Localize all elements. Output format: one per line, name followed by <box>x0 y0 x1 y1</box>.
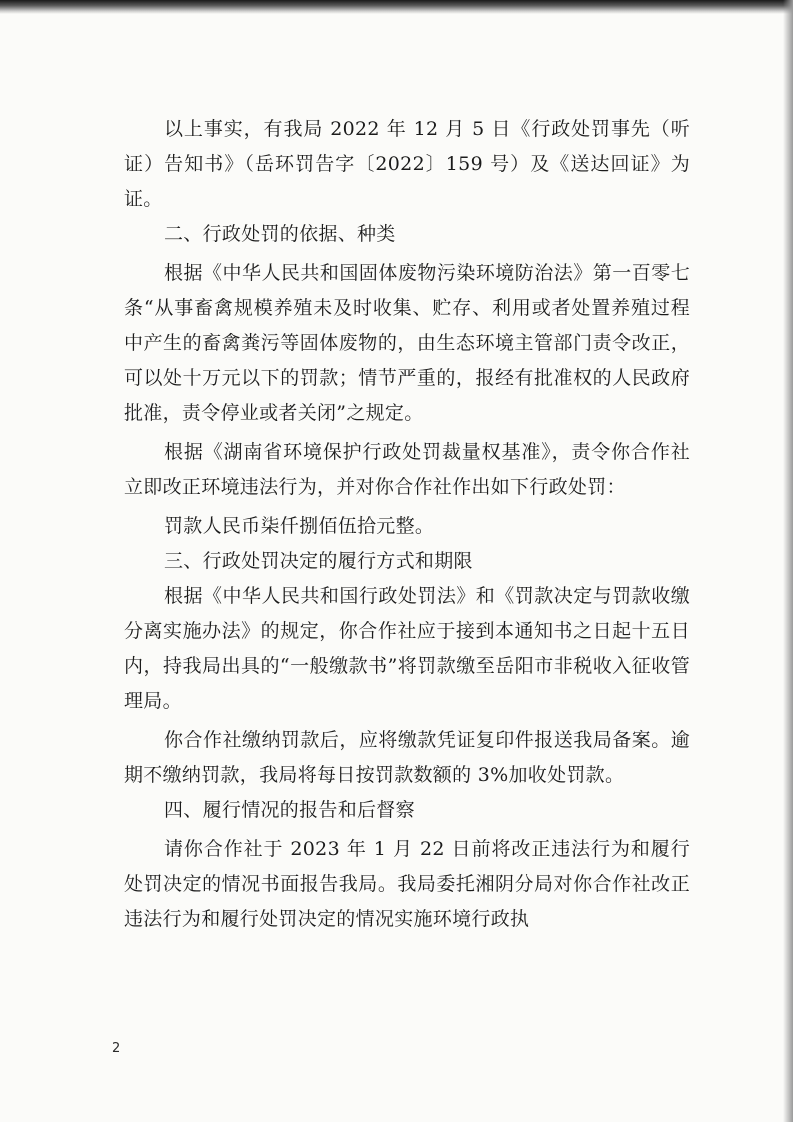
paragraph-late-penalty: 你合作社缴纳罚款后，应将缴款凭证复印件报送我局备案。逾期不缴纳罚款，我局将每日按罚款数额的 3%加收处罚款。 <box>124 729 690 786</box>
paragraph-report-deadline: 请你合作社于 2023 年 1 月 22 日前将改正违法行为和履行处罚决定的情况书面报告我局。我局委托湘阴分局对你合作社改正违法行为和履行处罚决定的情况实施环境行政执 <box>124 838 690 930</box>
paragraph-facts: 以上事实，有我局 2022 年 12 月 5 日《行政处罚事先（听证）告知书》（岳环罚告字〔2022〕159 号）及《送达回证》为证。 <box>124 118 690 210</box>
section-heading-payment: 三、行政处罚决定的履行方式和期限 <box>164 550 473 572</box>
document-body <box>124 112 690 937</box>
paragraph-fine-amount: 罚款人民币柒仟捌佰伍拾元整。 <box>164 515 435 537</box>
section-heading-report: 四、履行情况的报告和后督察 <box>164 799 415 821</box>
paragraph-decision: 根据《湖南省环境保护行政处罚裁量权基准》，责令你合作社立即改正环境违法行为，并对你合作社作出如下行政处罚： <box>124 441 690 498</box>
paragraph-payment-method: 根据《中华人民共和国行政处罚法》和《罚款决定与罚款收缴分离实施办法》的规定，你合作社应于接到本通知书之日起十五日内，持我局出具的“一般缴款书”将罚款缴至岳阳市非税收入征收管理局。 <box>124 585 690 712</box>
scan-top-edge <box>0 0 793 14</box>
paragraph-legal-basis: 根据《中华人民共和国固体废物污染环境防治法》第一百零七条“从事畜禽规模养殖未及时收集、贮存、利用或者处置养殖过程中产生的畜禽粪污等固体废物的，由生态环境主管部门责令改正，可以处十万元以下的罚款；情节严重的，报经有批准权的人民政府批准，责令停业或者关闭”之规定。 <box>124 262 690 424</box>
page-number: 2 <box>112 1041 121 1056</box>
section-heading-basis: 二、行政处罚的依据、种类 <box>164 223 396 245</box>
scan-right-edge <box>783 0 793 1122</box>
